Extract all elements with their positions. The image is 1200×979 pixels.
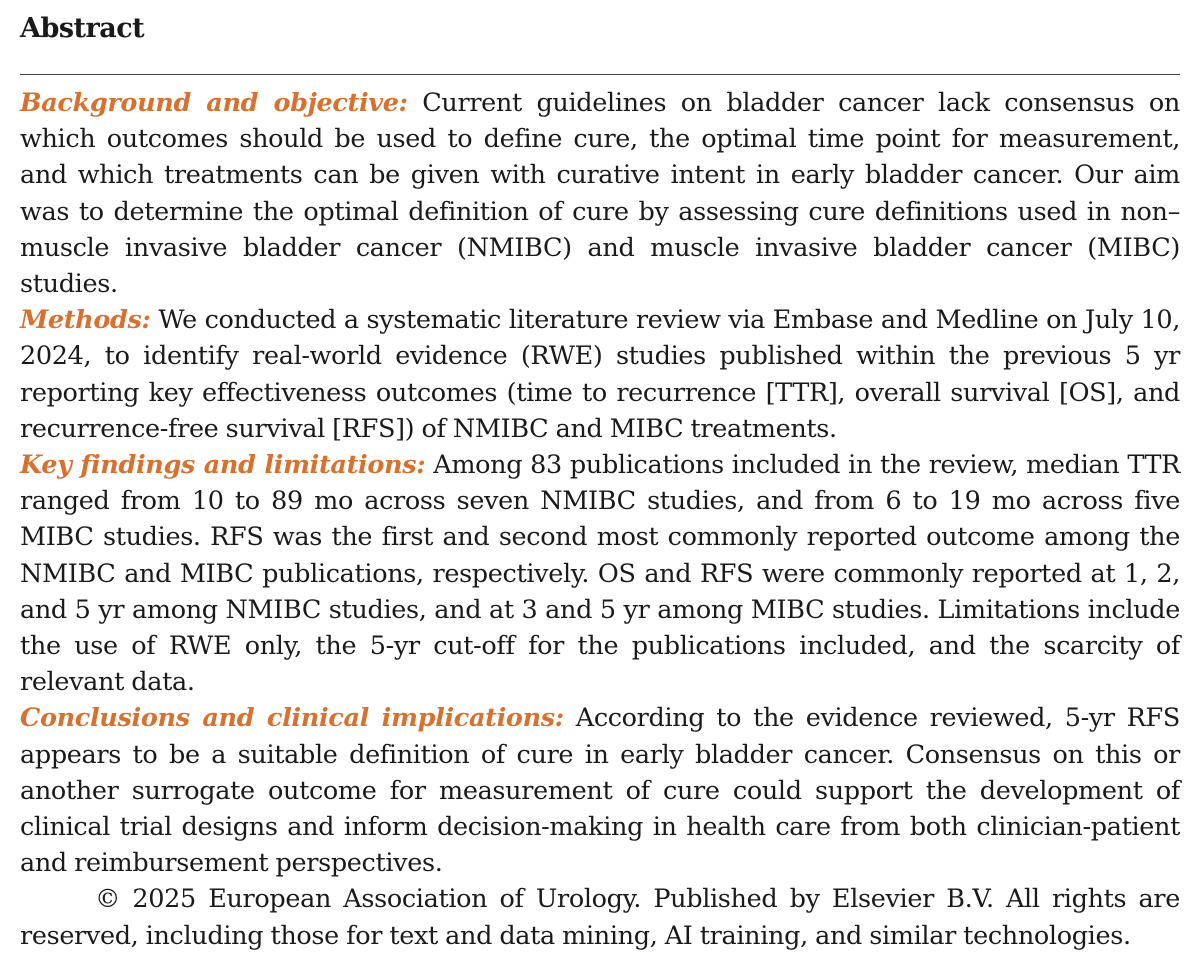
section-conclusions-label: Conclusions and clinical implications: xyxy=(20,703,564,734)
section-key-findings xyxy=(20,447,1180,700)
abstract-heading: Abstract xyxy=(20,13,145,44)
section-background xyxy=(20,85,1180,302)
heading-divider xyxy=(20,74,1180,75)
abstract-body xyxy=(20,85,1180,954)
section-methods xyxy=(20,302,1180,447)
section-methods-label: Methods: xyxy=(20,305,151,336)
section-conclusions xyxy=(20,700,1180,881)
section-background-text: Current guidelines on bladder cancer lack consensus on which outcomes should be used to define cure, the optimal time point for measurement, and which treatments can be given with curative intent in early bladder cancer. Our aim was to determine the optimal definition of cure by assessing cure definitions used in non–muscle invasive bladder cancer (NMIBC) and muscle invasive bladder cancer (MIBC) studies. xyxy=(20,88,1180,300)
section-conclusions-text: According to the evidence reviewed, 5-yr RFS appears to be a suitable definition of cure in early bladder cancer. Consensus on this or another surrogate outcome for measurement of cure could support the development of clinical trial designs and inform decision-making in health care from both clinician-patient and reimbursement perspectives. xyxy=(20,703,1180,879)
abstract-block xyxy=(20,0,1180,954)
section-methods-text: We conducted a systematic literature review via Embase and Medline on July 10, 2024, to identify real-world evidence (RWE) studies published within the previous 5 yr reporting key effectiveness outcomes (time to recurrence [TTR], overall survival [OS], and recurrence-free survival [RFS]) of NMIBC and MIBC treatments. xyxy=(20,305,1180,444)
section-key-findings-text: Among 83 publications included in the review, median TTR ranged from 10 to 89 mo across seven NMIBC studies, and from 6 to 19 mo across five MIBC studies. RFS was the first and second most commonly reported outcome among the NMIBC and MIBC publications, respectively. OS and RFS were commonly reported at 1, 2, and 5 yr among NMIBC studies, and at 3 and 5 yr among MIBC studies. Limitations include the use of RWE only, the 5-yr cut-off for the publications included, and the scarcity of relevant data. xyxy=(20,450,1180,698)
section-background-label: Background and objective: xyxy=(20,88,408,118)
section-key-findings-label: Key findings and limitations: xyxy=(20,450,426,481)
copyright-notice: © 2025 European Association of Urology. Published by Elsevier B.V. All rights are reserved, including those for text and data mining, AI training, and similar technologies. xyxy=(20,884,1180,951)
